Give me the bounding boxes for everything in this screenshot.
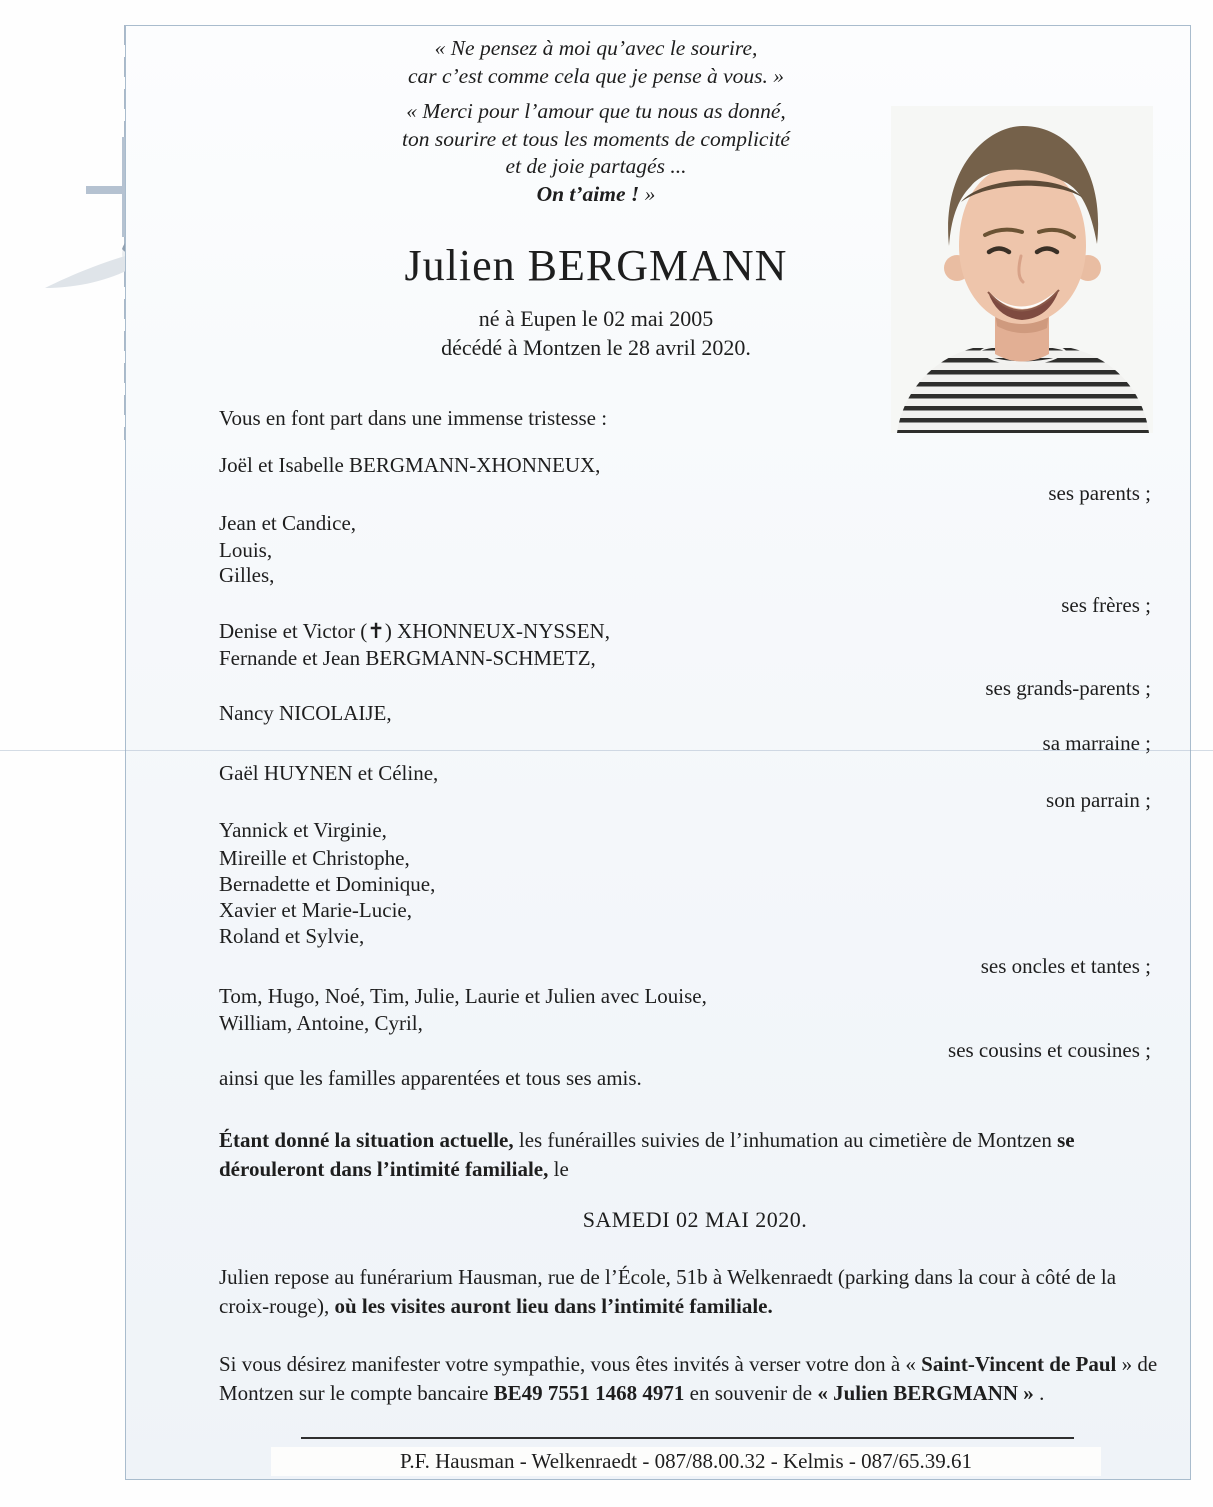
family-line-brother-3: Gilles,: [219, 563, 275, 587]
family-role-brothers: ses frères ;: [1061, 593, 1151, 617]
quote-close: »: [639, 181, 656, 206]
family-line-grandparents-1: Denise et Victor (✝) XHONNEUX-NYSSEN,: [219, 619, 610, 643]
family-line-uncle-2: Mireille et Christophe,: [219, 846, 410, 870]
family-line-uncle-5: Roland et Sylvie,: [219, 924, 365, 948]
family-role-grandparents: ses grands-parents ;: [985, 676, 1151, 700]
announcement-card: [125, 25, 1191, 1480]
repose-bold: où les visites auront lieu dans l’intimité familiale.: [334, 1293, 773, 1318]
quote-line: car c’est comme cela que je pense à vous. »: [407, 64, 785, 88]
fold-line: [0, 750, 1213, 751]
family-line-cousins-2: William, Antoine, Cyril,: [219, 1011, 423, 1035]
donation-memory-name: « Julien BERGMANN »: [817, 1381, 1034, 1405]
family-line-cousins-1: Tom, Hugo, Noé, Tim, Julie, Laurie et Julien avec Louise,: [219, 984, 707, 1008]
quote-line: et de joie partagés ...: [505, 154, 687, 178]
donation-text-3: en souvenir de: [684, 1381, 818, 1405]
family-line-uncle-4: Xavier et Marie-Lucie,: [219, 898, 412, 922]
funeral-date: SAMEDI 02 MAI 2020.: [582, 1207, 808, 1232]
donation-charity: Saint-Vincent de Paul: [921, 1352, 1117, 1376]
announcement-intro: Vous en font part dans une immense tristesse :: [219, 406, 608, 430]
funeral-paragraph: [219, 1126, 1171, 1183]
family-line-godmother: Nancy NICOLAIJE,: [219, 701, 392, 725]
quote-line: [266, 181, 926, 209]
family-closing: ainsi que les familles apparentées et tous ses amis.: [219, 1066, 642, 1090]
family-role-parents: ses parents ;: [1048, 481, 1151, 505]
funeral-bold-1: Étant donné la situation actuelle,: [219, 1128, 514, 1152]
funeral-bold-2: se dérouleront dans l’intimité familiale,: [219, 1128, 1075, 1181]
opening-quote-1: [266, 34, 926, 90]
funeral-text-1: les funérailles suivies de l’inhumation au cimetière de Montzen: [513, 1128, 1058, 1152]
repose-paragraph: [219, 1263, 1171, 1320]
family-role-godfather: son parrain ;: [1046, 788, 1151, 812]
donation-account-number: BE49 7551 1468 4971: [493, 1381, 685, 1405]
donation-paragraph: [219, 1350, 1171, 1408]
family-line-uncle-3: Bernadette et Dominique,: [219, 872, 436, 896]
family-line-brother-1: Jean et Candice,: [219, 511, 357, 535]
death-line: décédé à Montzen le 28 avril 2020.: [441, 335, 751, 360]
family-line-grandparents-2: Fernande et Jean BERGMANN-SCHMETZ,: [219, 646, 596, 670]
donation-text-1: Si vous désirez manifester votre sympathie, vous êtes invités à verser votre don à «: [219, 1352, 922, 1376]
family-line-parents: Joël et Isabelle BERGMANN-XHONNEUX,: [219, 453, 601, 477]
family-role-godmother: sa marraine ;: [1042, 731, 1151, 755]
family-role-uncles: ses oncles et tantes ;: [980, 954, 1151, 978]
funeral-home-footer: P.F. Hausman - Welkenraedt - 087/88.00.32 - Kelmis - 087/65.39.61: [271, 1447, 1101, 1476]
family-role-cousins: ses cousins et cousines ;: [948, 1038, 1151, 1062]
funeral-text-2: le: [548, 1156, 569, 1181]
quote-line: « Merci pour l’amour que tu nous as donné,: [406, 99, 786, 123]
donation-text-2: » de Montzen sur le compte bancaire: [219, 1352, 1158, 1405]
family-line-brother-2: Louis,: [219, 538, 273, 562]
quote-line: « Ne pensez à moi qu’avec le sourire,: [434, 36, 758, 60]
repose-text: Julien repose au funérarium Hausman, rue de l’École, 51b à Welkenraedt (parking dans la cour à côté de la croix-rouge),: [219, 1265, 1117, 1318]
deceased-name: Julien BERGMANN: [404, 241, 788, 290]
birth-line: né à Eupen le 02 mai 2005: [478, 306, 714, 331]
quote-line: ton sourire et tous les moments de complicité: [402, 126, 790, 151]
deceased-dates: [236, 304, 956, 362]
donation-text-4: .: [1033, 1381, 1045, 1405]
quote-emphasis: On t’aime !: [536, 181, 640, 206]
opening-quote-2: [266, 98, 926, 208]
family-line-godfather: Gaël HUYNEN et Céline,: [219, 761, 439, 785]
family-line-uncle-1: Yannick et Virginie,: [219, 818, 387, 842]
footer-divider: [301, 1437, 1074, 1439]
